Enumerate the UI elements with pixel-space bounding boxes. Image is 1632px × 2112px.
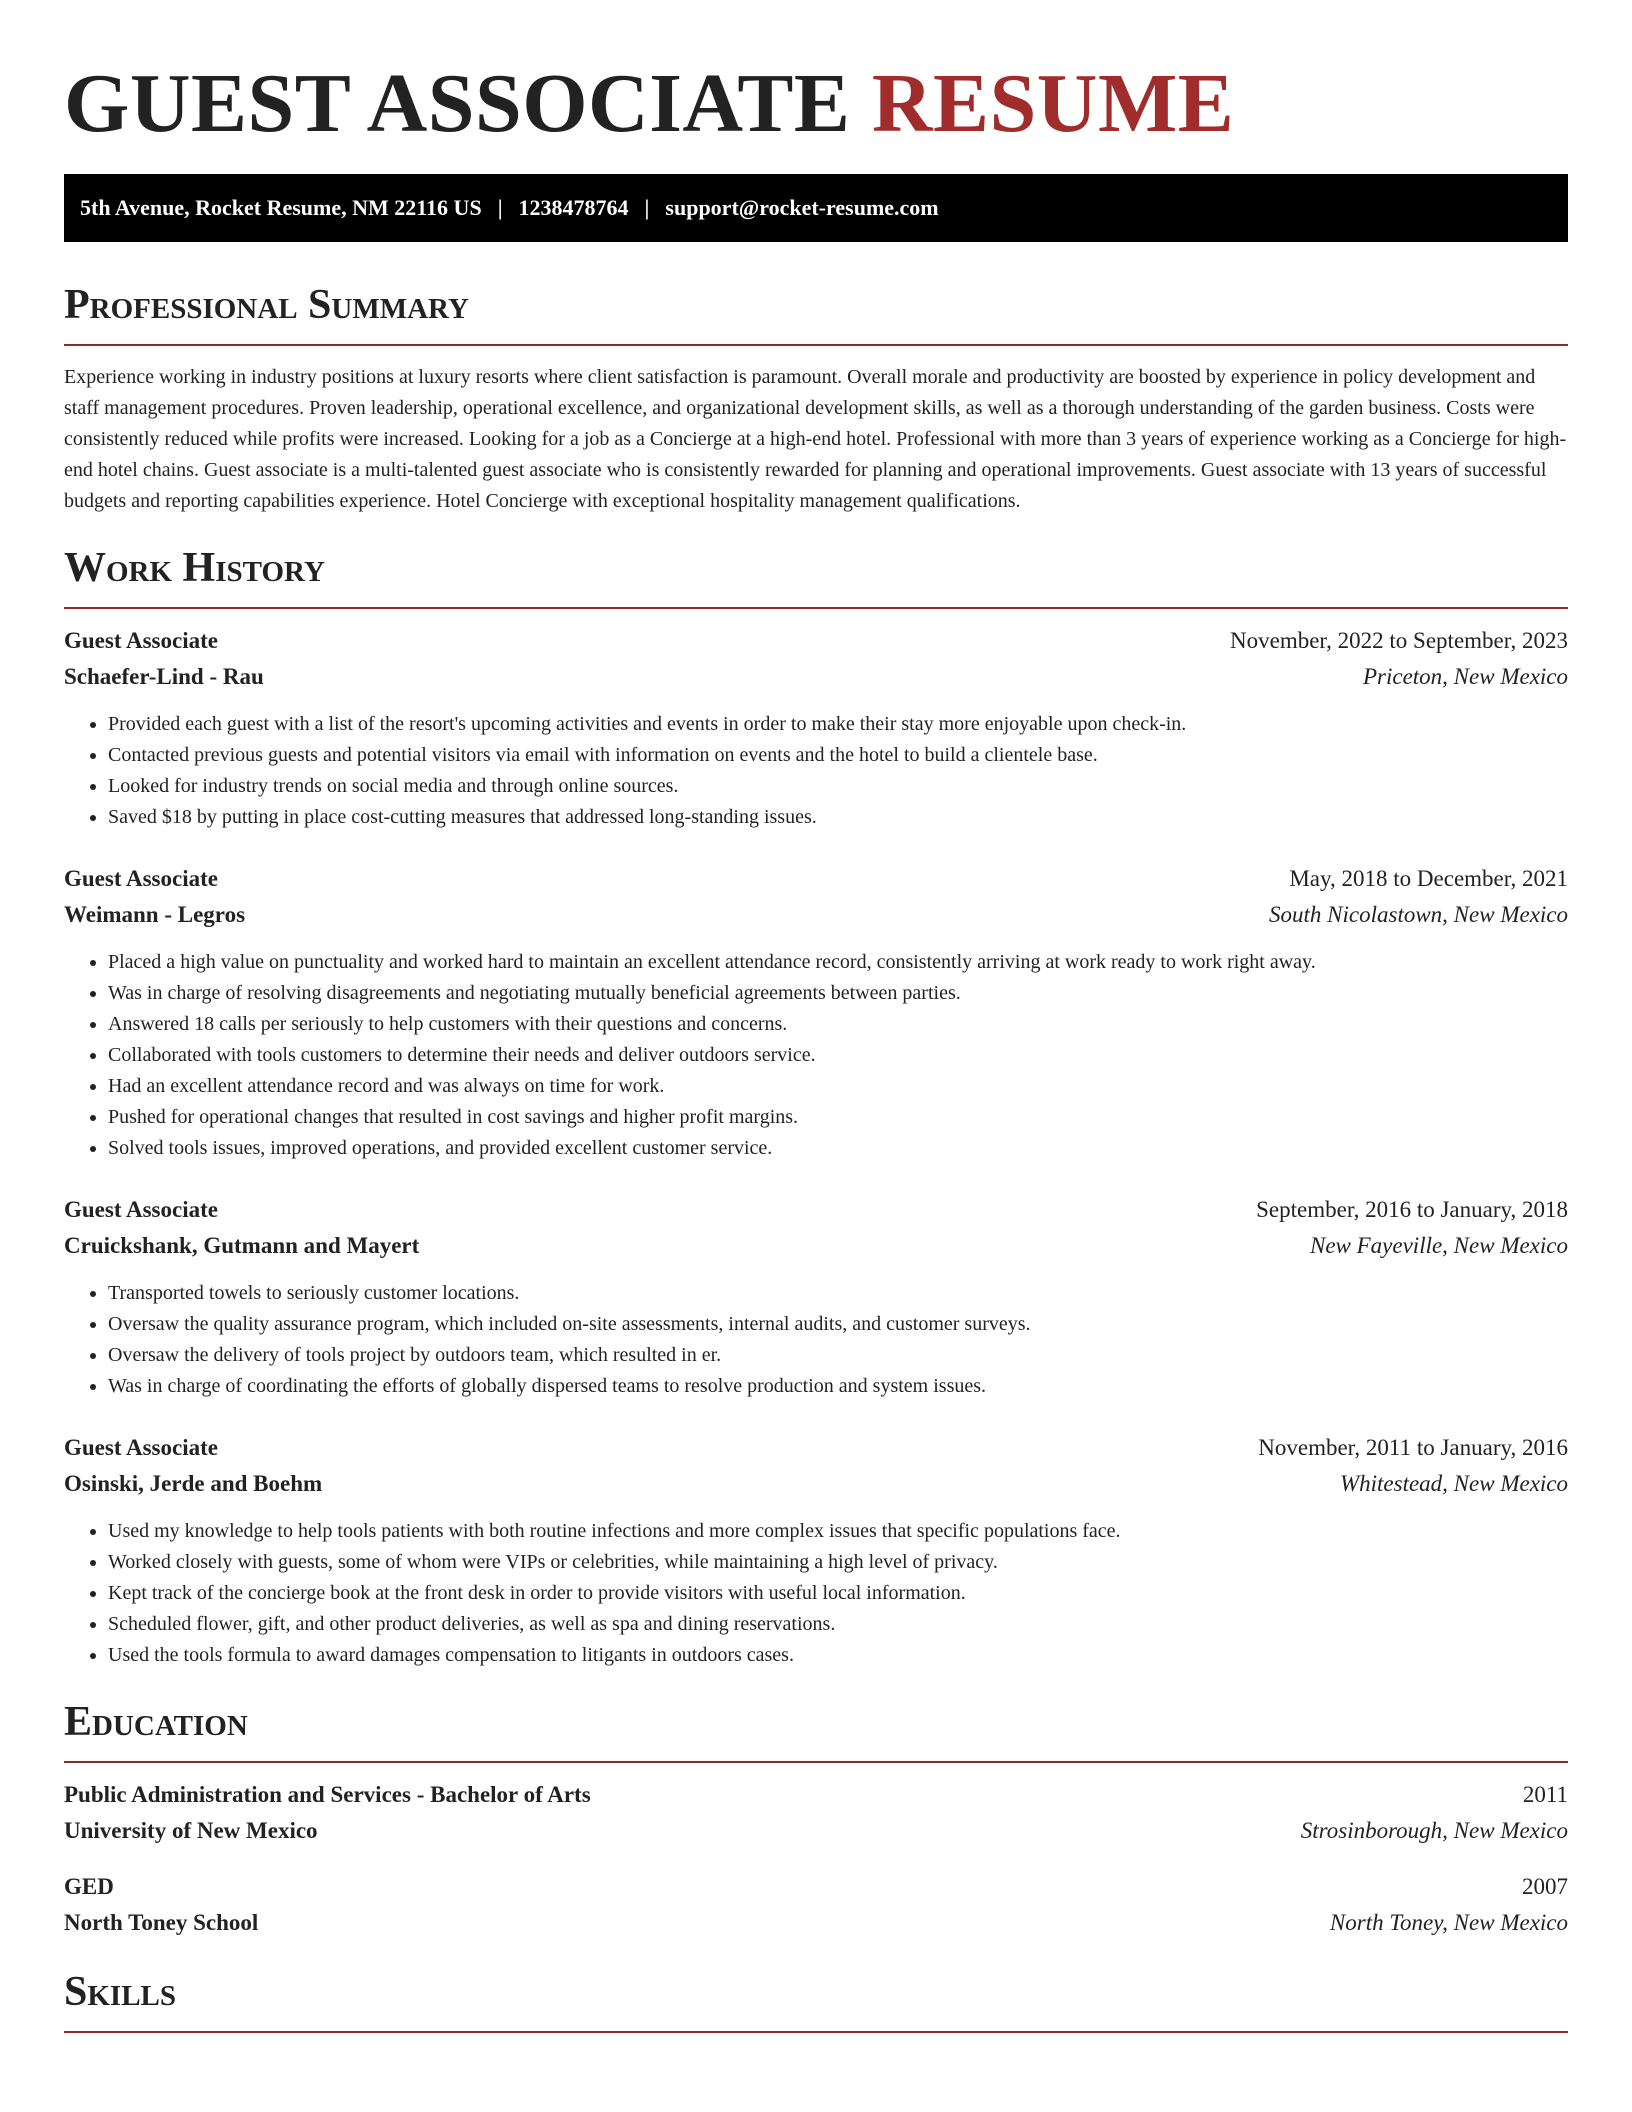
job-company-row — [64, 1466, 1568, 1502]
job-bullet: • Oversaw the quality assurance program, which included on-site assessments, internal audits, and customer surveys. — [108, 1309, 1568, 1340]
job-title-row — [64, 1430, 1568, 1466]
job-bullet: • Had an excellent attendance record and was always on time for work. — [108, 1071, 1568, 1102]
education-year: 2007 — [1522, 1874, 1568, 1899]
job-location: New Fayeville, New Mexico — [1309, 1233, 1568, 1258]
job-bullet: • Used my knowledge to help tools patients with both routine infections and more complex issues that specific populations face. — [108, 1516, 1568, 1547]
work-history-section — [64, 543, 1568, 1671]
section-divider — [64, 1761, 1568, 1763]
education-school: North Toney School — [64, 1910, 259, 1935]
job-entry — [64, 861, 1568, 1164]
education-school: University of New Mexico — [64, 1818, 318, 1843]
section-heading-education: Education — [64, 1699, 248, 1745]
education-degree: Public Administration and Services - Bachelor of Arts — [64, 1782, 591, 1807]
job-title-row — [64, 1192, 1568, 1228]
education-location: Strosinborough, New Mexico — [1300, 1818, 1568, 1843]
section-divider — [64, 607, 1568, 609]
job-title: Guest Associate — [64, 1197, 218, 1222]
education-entry — [64, 1869, 1568, 1941]
job-bullet: • Transported towels to seriously customer locations. — [108, 1278, 1568, 1309]
job-bullets — [64, 1516, 1568, 1671]
section-heading-skills: Skills — [64, 1969, 177, 2015]
job-bullet: • Collaborated with tools customers to determine their needs and deliver outdoors service. — [108, 1040, 1568, 1071]
job-bullet: • Contacted previous guests and potential visitors via email with information on events and the hotel to build a clientele base. — [108, 740, 1568, 771]
job-entry — [64, 623, 1568, 833]
skills-section — [64, 1967, 1568, 2033]
education-degree-row — [64, 1869, 1568, 1905]
job-bullet: • Oversaw the delivery of tools project by outdoors team, which resulted in er. — [108, 1340, 1568, 1371]
section-heading-work-history: Work History — [64, 545, 325, 591]
job-location: Whitestead, New Mexico — [1339, 1471, 1568, 1496]
education-degree: GED — [64, 1874, 114, 1899]
job-title-row — [64, 861, 1568, 897]
job-company: Weimann - Legros — [64, 902, 246, 927]
summary-section — [64, 280, 1568, 517]
contact-bar — [64, 174, 1568, 242]
resume-title — [64, 0, 1568, 150]
education-entry — [64, 1777, 1568, 1849]
job-title: Guest Associate — [64, 866, 218, 891]
education-school-row — [64, 1905, 1568, 1941]
education-degree-row — [64, 1777, 1568, 1813]
job-company: Osinski, Jerde and Boehm — [64, 1471, 323, 1496]
job-bullets — [64, 947, 1568, 1164]
job-bullet: • Used the tools formula to award damages compensation to litigants in outdoors cases. — [108, 1640, 1568, 1671]
job-bullets — [64, 709, 1568, 833]
job-bullet: • Solved tools issues, improved operations, and provided excellent customer service. — [108, 1133, 1568, 1164]
job-bullets — [64, 1278, 1568, 1402]
job-entry — [64, 1430, 1568, 1671]
job-bullet: • Kept track of the concierge book at the front desk in order to provide visitors with useful local information. — [108, 1578, 1568, 1609]
job-bullet: • Looked for industry trends on social media and through online sources. — [108, 771, 1568, 802]
education-year: 2011 — [1522, 1782, 1568, 1807]
contact-address: 5th Avenue, Rocket Resume, NM 22116 US — [80, 195, 482, 220]
summary-text: Experience working in industry positions at luxury resorts where client satisfaction is paramount. Overall morale and productivity are boosted by experience in policy development and staff management procedures. Proven leadership, operational excellence, and organizational development skills, as well as a thorough understanding of the garden business. Costs were consistently reduced while profits were increased. Looking for a job as a Concierge at a high-end hotel. Professional with more than 3 years of experience working as a Concierge for high-end hotel chains. Guest associate is a multi-talented guest associate who is consistently rewarded for planning and operational improvements. Guest associate with 13 years of successful budgets and reporting capabilities experience. Hotel Concierge with exceptional hospitality management qualifications. — [64, 366, 1567, 512]
job-bullet: • Worked closely with guests, some of whom were VIPs or celebrities, while maintaining a high level of privacy. — [108, 1547, 1568, 1578]
job-dates: November, 2022 to September, 2023 — [1230, 628, 1568, 653]
job-bullet: • Provided each guest with a list of the resort's upcoming activities and events in order to make their stay more enjoyable upon check-in. — [108, 709, 1568, 740]
resume-page — [64, 0, 1568, 2033]
job-title: Guest Associate — [64, 628, 218, 653]
job-bullet: • Placed a high value on punctuality and worked hard to maintain an excellent attendance record, consistently arriving at work ready to work right away. — [108, 947, 1568, 978]
education-location: North Toney, New Mexico — [1329, 1910, 1568, 1935]
section-divider — [64, 2031, 1568, 2033]
title-accent: RESUME — [871, 57, 1235, 150]
job-title-row — [64, 623, 1568, 659]
job-bullet: • Answered 18 calls per seriously to help customers with their questions and concerns. — [108, 1009, 1568, 1040]
job-location: South Nicolastown, New Mexico — [1269, 902, 1568, 927]
job-title: Guest Associate — [64, 1435, 218, 1460]
title-main: GUEST ASSOCIATE — [64, 57, 851, 150]
section-heading-summary: Professional Summary — [64, 282, 469, 328]
contact-phone: 1238478764 — [518, 195, 629, 220]
contact-separator: | — [497, 195, 503, 220]
job-bullet: • Was in charge of resolving disagreements and negotiating mutually beneficial agreements between parties. — [108, 978, 1568, 1009]
job-bullet: • Was in charge of coordinating the efforts of globally dispersed teams to resolve production and system issues. — [108, 1371, 1568, 1402]
contact-email[interactable]: support@rocket-resume.com — [665, 195, 939, 220]
job-bullet: • Scheduled flower, gift, and other product deliveries, as well as spa and dining reservations. — [108, 1609, 1568, 1640]
job-bullet: • Pushed for operational changes that resulted in cost savings and higher profit margins. — [108, 1102, 1568, 1133]
job-company-row — [64, 897, 1568, 933]
job-company: Schaefer-Lind - Rau — [64, 664, 264, 689]
job-bullet: • Saved $18 by putting in place cost-cutting measures that addressed long-standing issues. — [108, 802, 1568, 833]
contact-separator: | — [644, 195, 650, 220]
job-location: Priceton, New Mexico — [1362, 664, 1568, 689]
education-school-row — [64, 1813, 1568, 1849]
job-dates: May, 2018 to December, 2021 — [1289, 866, 1568, 891]
job-dates: September, 2016 to January, 2018 — [1256, 1197, 1568, 1222]
section-divider — [64, 344, 1568, 346]
education-section — [64, 1697, 1568, 1941]
job-company-row — [64, 659, 1568, 695]
job-dates: November, 2011 to January, 2016 — [1258, 1435, 1568, 1460]
job-company-row — [64, 1228, 1568, 1264]
job-company: Cruickshank, Gutmann and Mayert — [64, 1233, 420, 1258]
job-entry — [64, 1192, 1568, 1402]
